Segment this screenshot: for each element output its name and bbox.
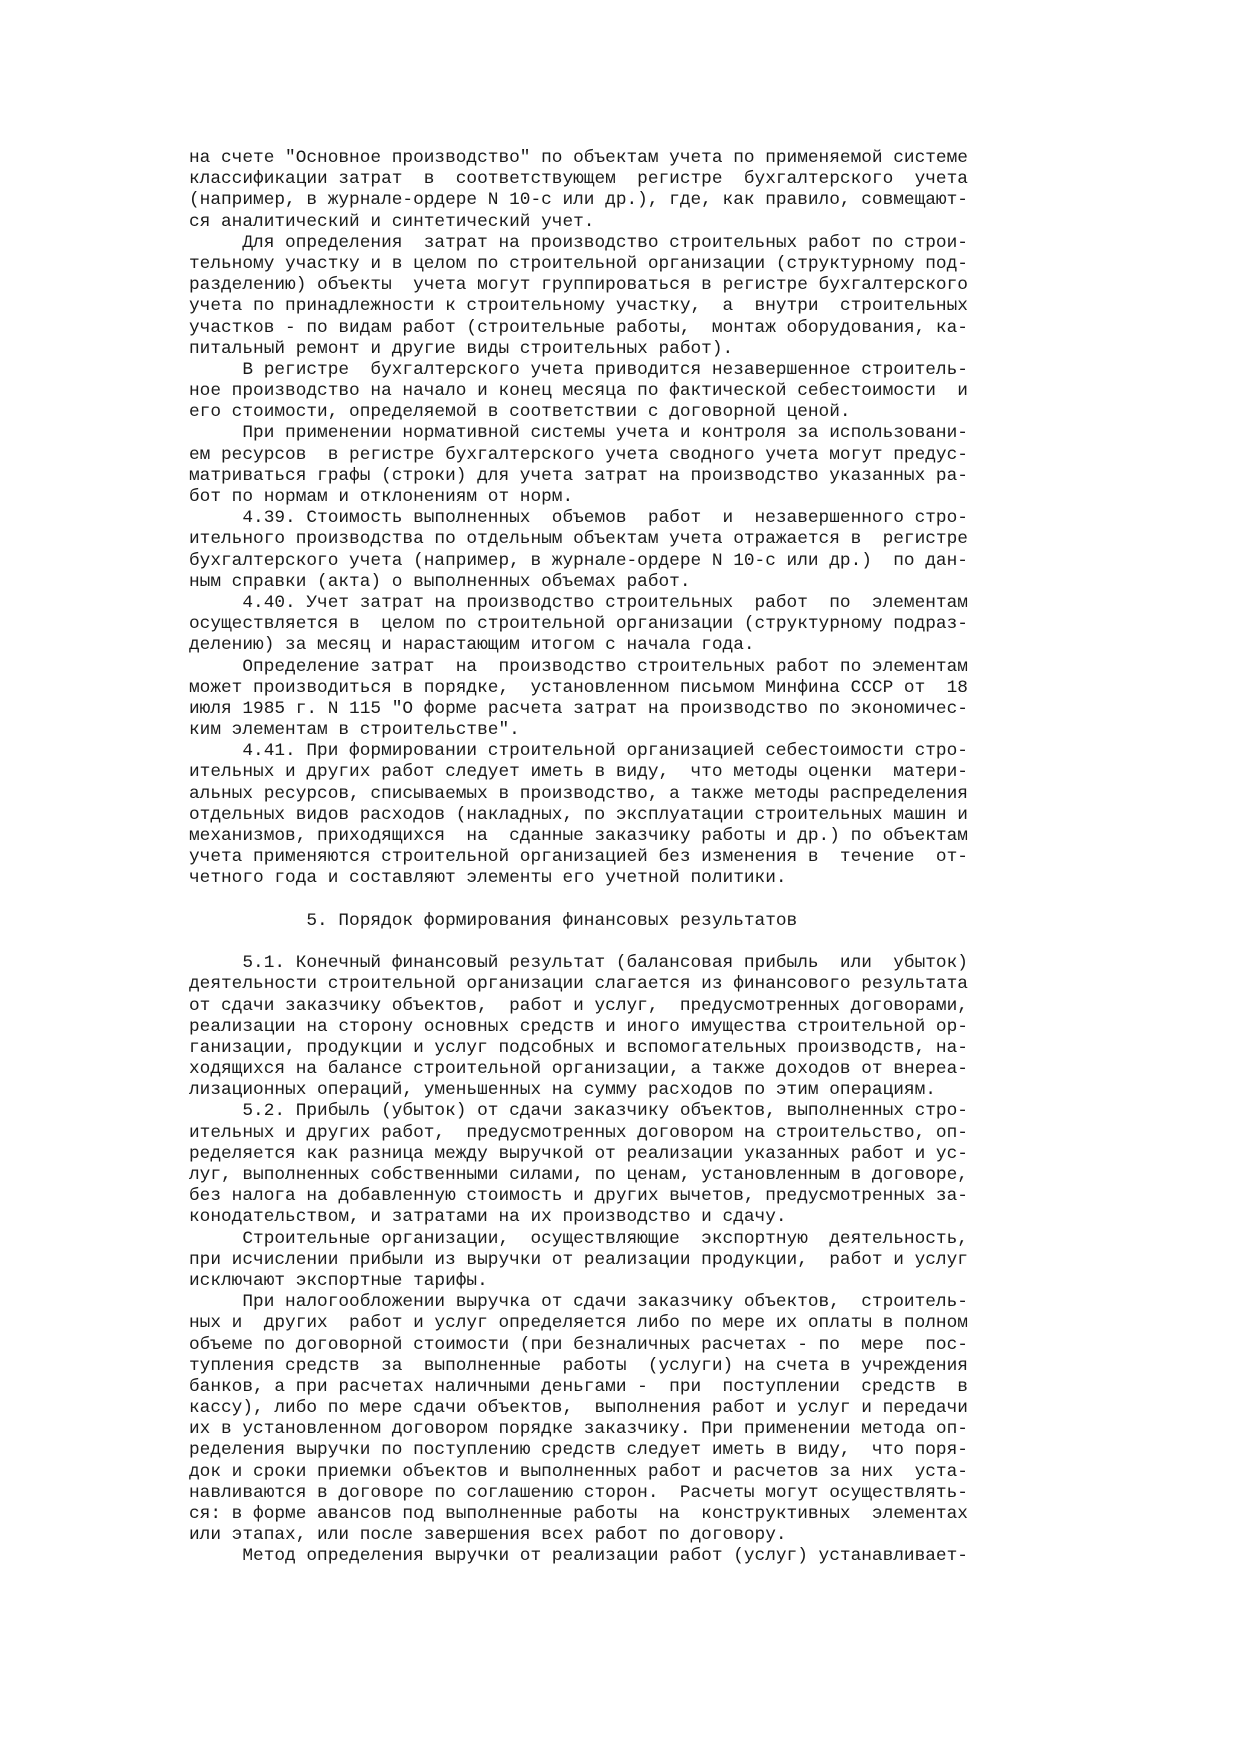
text-line: от сдачи заказчику объектов, работ и услуг, предусмотренных договорами, xyxy=(189,995,968,1016)
text-line: или этапах, или после завершения всех работ по договору. xyxy=(189,1525,787,1546)
text-line: ходящихся на балансе строительной организации, а также доходов от внереа- xyxy=(189,1059,968,1080)
text-line: матриваться графы (строки) для учета затрат на производство указанных ра- xyxy=(189,465,968,486)
text-line: тупления средств за выполненные работы (услуги) на счета в учреждения xyxy=(189,1355,968,1376)
document-body xyxy=(189,148,968,1568)
text-line xyxy=(189,932,968,953)
text-line: без налога на добавленную стоимость и других вычетов, предусмотренных за- xyxy=(189,1186,968,1207)
text-line: делению) за месяц и нарастающим итогом с начала года. xyxy=(189,635,755,656)
text-line: лизационных операций, уменьшенных на сумму расходов по этим операциям. xyxy=(189,1080,936,1101)
text-line: реализации на сторону основных средств и иного имущества строительной ор- xyxy=(189,1016,968,1037)
text-line: ительных и других работ следует иметь в виду, что методы оценки матери- xyxy=(189,762,968,783)
text-line: ных и других работ и услуг определяется либо по мере их оплаты в полном xyxy=(189,1313,968,1334)
text-line: классификации затрат в соответствующем регистре бухгалтерского учета xyxy=(189,169,968,190)
text-line: исключают экспортные тарифы. xyxy=(189,1270,488,1291)
text-line: участков - по видам работ (строительные работы, монтаж оборудования, ка- xyxy=(189,317,968,338)
text-line: 4.39. Стоимость выполненных объемов работ и незавершенного стро- xyxy=(189,508,968,529)
text-line: 5. Порядок формирования финансовых результатов xyxy=(189,910,798,931)
text-line: его стоимости, определяемой в соответствии с договорной ценой. xyxy=(189,402,851,423)
text-line: 5.2. Прибыль (убыток) от сдачи заказчику объектов, выполненных стро- xyxy=(189,1101,968,1122)
text-line: ределяется как разница между выручкой от реализации указанных работ и ус- xyxy=(189,1143,968,1164)
text-line: отдельных видов расходов (накладных, по эксплуатации строительных машин и xyxy=(189,804,968,825)
text-line: разделению) объекты учета могут группироваться в регистре бухгалтерского xyxy=(189,275,968,296)
text-line: Строительные организации, осуществляющие экспортную деятельность, xyxy=(189,1228,968,1249)
text-line: альных ресурсов, списываемых в производство, а также методы распределения xyxy=(189,783,968,804)
text-line: на счете "Основное производство" по объектам учета по применяемой системе xyxy=(189,148,968,168)
text-line: Для определения затрат на производство строительных работ по строи- xyxy=(189,232,968,253)
text-line: ся аналитический и синтетический учет. xyxy=(189,211,595,232)
text-line: ем ресурсов в регистре бухгалтерского учета сводного учета могут предус- xyxy=(189,444,968,465)
text-line: ганизации, продукции и услуг подсобных и вспомогательных производств, на- xyxy=(189,1037,968,1058)
text-line: кассу), либо по мере сдачи объектов, выполнения работ и услуг и передачи xyxy=(189,1398,968,1419)
text-line: при исчислении прибыли из выручки от реализации продукции, работ и услуг xyxy=(189,1249,968,1270)
text-line: четного года и составляют элементы его учетной политики. xyxy=(189,868,787,889)
text-line: бот по нормам и отклонениям от норм. xyxy=(189,487,574,507)
text-line: ределения выручки по поступлению средств следует иметь в виду, что поря- xyxy=(189,1440,968,1461)
text-line: ное производство на начало и конец месяца по фактической себестоимости и xyxy=(189,381,968,402)
text-line: 4.41. При формировании строительной организацией себестоимости стро- xyxy=(189,741,968,762)
text-line: деятельности строительной организации слагается из финансового результата xyxy=(189,974,968,995)
text-line: ся: в форме авансов под выполненные работы на конструктивных элементах xyxy=(189,1504,968,1524)
text-line xyxy=(189,890,968,911)
text-line: питальный ремонт и другие виды строительных работ). xyxy=(189,338,734,359)
text-line: В регистре бухгалтерского учета приводится незавершенное строитель- xyxy=(189,359,968,380)
text-line: док и сроки приемки объектов и выполненных работ и расчетов за них уста- xyxy=(189,1461,968,1482)
text-line: Метод определения выручки от реализации работ (услуг) устанавливает- xyxy=(189,1546,968,1567)
text-line: ным справки (акта) о выполненных объемах работ. xyxy=(189,571,691,592)
text-line: тельному участку и в целом по строительной организации (структурному под- xyxy=(189,253,968,274)
text-line: Определение затрат на производство строительных работ по элементам xyxy=(189,656,968,677)
text-line: 4.40. Учет затрат на производство строительных работ по элементам xyxy=(189,592,968,613)
text-line: механизмов, приходящихся на сданные заказчику работы и др.) по объектам xyxy=(189,826,968,846)
text-line: банков, а при расчетах наличными деньгами - при поступлении средств в xyxy=(189,1376,968,1397)
text-line: объеме по договорной стоимости (при безналичных расчетах - по мере пос- xyxy=(189,1334,968,1355)
text-line: осуществляется в целом по строительной организации (структурному подраз- xyxy=(189,614,968,635)
text-line: навливаются в договоре по соглашению сторон. Расчеты могут осуществлять- xyxy=(189,1482,968,1503)
text-line: июля 1985 г. N 115 "О форме расчета затрат на производство по экономичес- xyxy=(189,698,968,719)
text-line: При налогообложении выручка от сдачи заказчику объектов, строитель- xyxy=(189,1292,968,1313)
text-line: ким элементам в строительстве". xyxy=(189,720,520,741)
text-line: (например, в журнале-ордере N 10-с или др.), где, как правило, совмещают- xyxy=(189,190,968,211)
text-line: луг, выполненных собственными силами, по ценам, установленным в договоре, xyxy=(189,1165,968,1185)
text-line: ительного производства по отдельным объектам учета отражается в регистре xyxy=(189,529,968,550)
text-line: учета применяются строительной организацией без изменения в течение от- xyxy=(189,847,968,868)
text-line: конодательством, и затратами на их производство и сдачу. xyxy=(189,1207,787,1228)
text-line: При применении нормативной системы учета и контроля за использовани- xyxy=(189,423,968,444)
text-line: ительных и других работ, предусмотренных договором на строительство, оп- xyxy=(189,1122,968,1143)
text-line: учета по принадлежности к строительному участку, а внутри строительных xyxy=(189,296,968,317)
text-line: их в установленном договором порядке заказчику. При применении метода оп- xyxy=(189,1419,968,1440)
text-line: может производиться в порядке, установленном письмом Минфина СССР от 18 xyxy=(189,677,968,698)
text-line: бухгалтерского учета (например, в журнале-ордере N 10-с или др.) по дан- xyxy=(189,550,968,571)
text-line: 5.1. Конечный финансовый результат (балансовая прибыль или убыток) xyxy=(189,953,968,974)
